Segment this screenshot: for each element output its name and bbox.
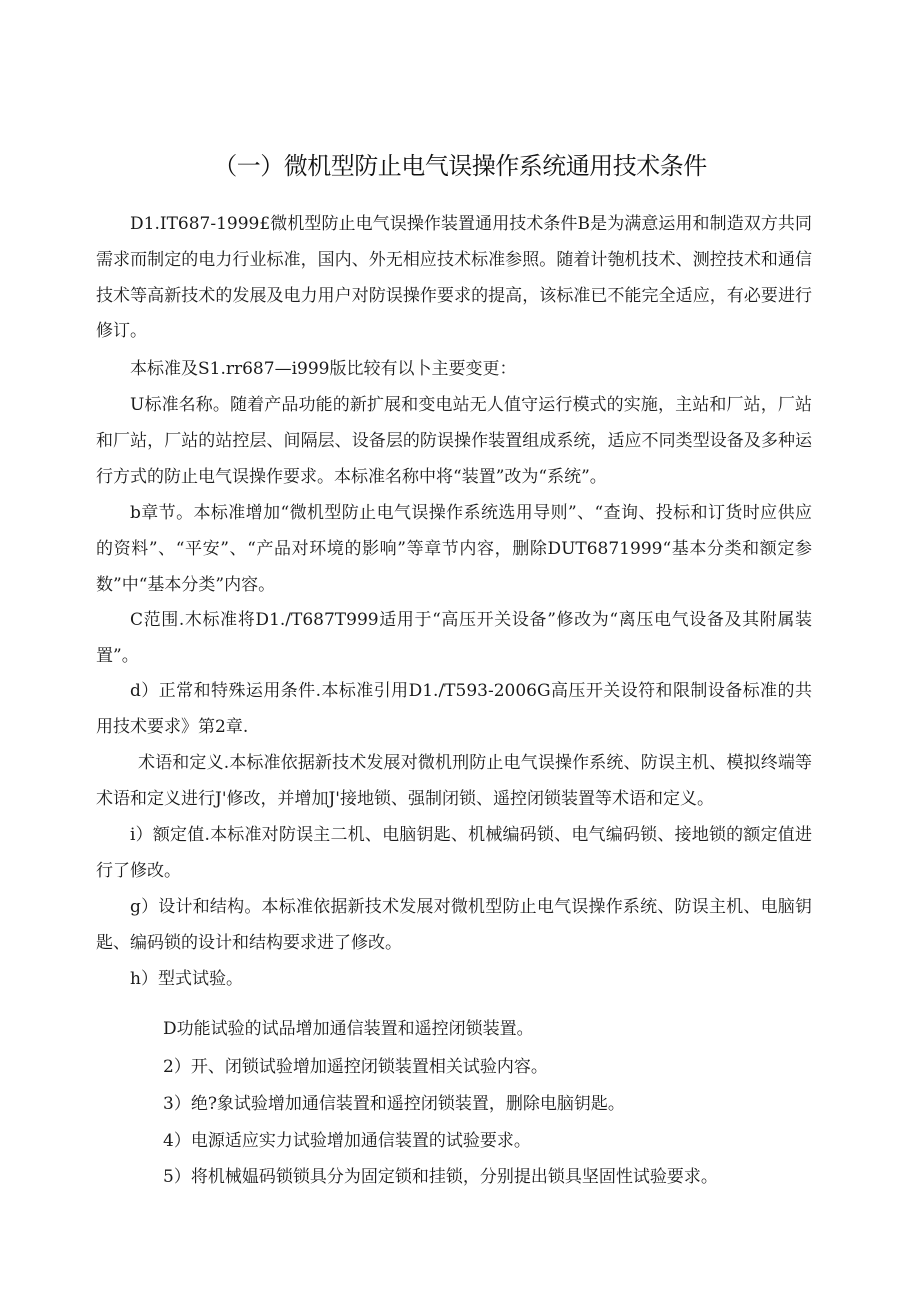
paragraph-changes-lead: 本标准及S1.rr687—i999版比较有以卜主要变更：: [130, 359, 517, 379]
paragraph-item-name: U标准名称。随着产品功能的新扩展和变电站无人值守运行模式的实施，主站和厂站，厂站和厂站，厂站的站控层、间隔层、设备层的防误操作装置组成系统，适应不同类型设备及多种运行方式的防止电气误操作要求。本标准名称中将“装置”改为“系统”。: [96, 395, 812, 487]
paragraph-item-scope: C范围.木标准将D1./T687T999适用于“高压开关设备”修改为“离压电气设备及其附属装置”。: [96, 610, 812, 666]
paragraph-item-conditions: d）正常和特殊运用条件.本标准引用D1./T593-2006G高压开关设符和限制设备标准的共用技术要求》第2章.: [96, 681, 812, 737]
paragraph-item-type-test: h）型式试验。: [130, 969, 243, 989]
paragraph-item-ratings: i）额定值.本标准对防误主二机、电脑钥匙、机械编码锁、电气编码锁、接地锁的额定值进行了修改。: [96, 825, 812, 881]
paragraph-item-terms: 术语和定义.本标准依据新技术发展对微机刑防止电气误操作系统、防误主机、模拟终端等术语和定义进行J'修改，并增加J'接地锁、强制闭锁、遥控闭锁装置等术语和定义。: [96, 753, 812, 809]
document-title: （一）微机型防止电气误操作系统通用技术条件: [213, 152, 707, 180]
list-item: 5）将机械媪码锁锁具分为固定锁和挂锁，分别提出锁具坚固性试验要求。: [163, 1167, 718, 1187]
list-item: D功能试验的试品增加通信装置和遥控闭锁装置。: [163, 1019, 534, 1039]
list-item: 3）绝?象试验增加通信装置和遥控闭锁装置，删除电脑钥匙。: [163, 1094, 625, 1114]
paragraph-intro: D1.IT687-1999£微机型防止电气误操作装置通用技术条件B是为满意运用和制造双方共同需求而制定的电力行业标准，国内、外无相应技术标准参照。随着计匏机技术、测控技术和通信技术等高新技术的发展及电力用户对防误操作要求的提高，该标准已不能完全适应，有必要进行修订。: [96, 214, 812, 342]
list-item: 4）电源适应实力试验增加通信装置的试验要求。: [163, 1131, 531, 1151]
list-item: 2）开、闭锁试验增加遥控闭锁装置相关试验内容。: [163, 1057, 548, 1077]
paragraph-item-design: g）设计和结构。本标准依据新技术发展对微机型防止电气误操作系统、防误主机、电脑钥匙、编码锁的设计和结构要求进了修改。: [96, 897, 812, 953]
paragraph-item-chapters: b章节。本标准增加“微机型防止电气误操作系统选用导则”、“查询、投标和订货时应供应的资料”、“平安”、“产品对环境的影响”等章节内容，删除DUT6871999“基本分类和额定参数”中“基本分类”内容。: [96, 503, 812, 595]
